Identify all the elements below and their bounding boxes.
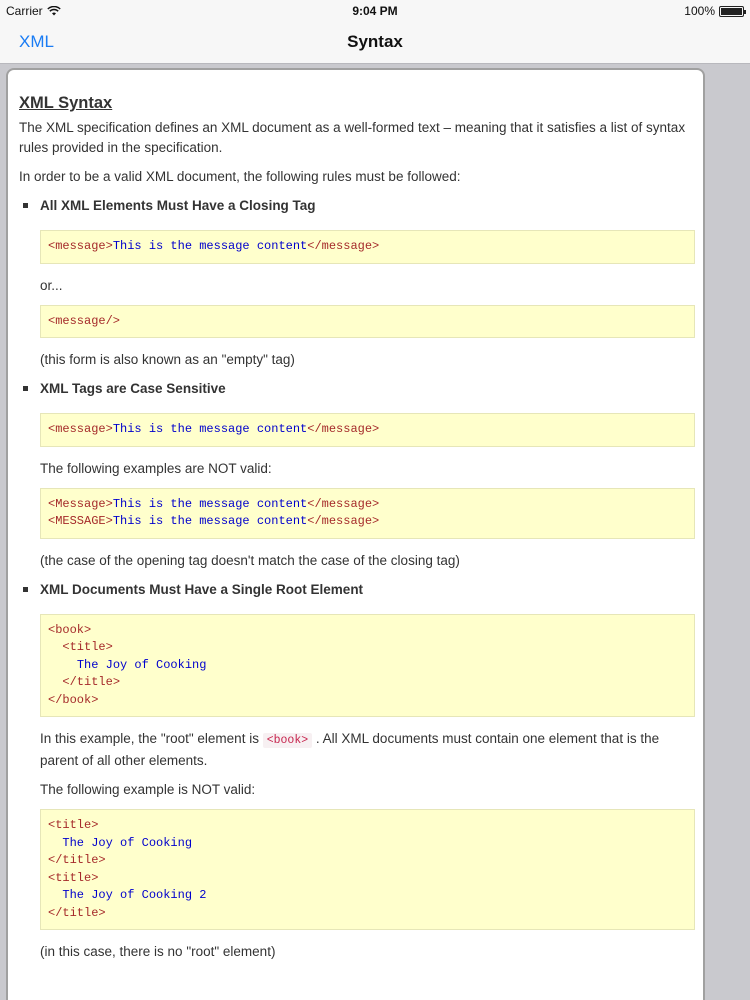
note-text: (the case of the opening tag doesn't match the case of the closing tag)	[40, 552, 460, 568]
code-tag: <message/>	[48, 313, 121, 328]
code-text: The Joy of Cooking 2	[62, 888, 207, 902]
navigation-bar	[0, 22, 750, 64]
status-time: 9:04 PM	[352, 4, 398, 18]
code-tag: <title>	[62, 640, 113, 654]
code-block	[40, 230, 695, 264]
code-text: The Joy of Cooking	[62, 835, 193, 850]
code-tag: </message>	[307, 514, 380, 528]
code-tag: <Message>	[48, 496, 113, 511]
code-tag: </title>	[48, 853, 106, 867]
battery-group	[684, 4, 744, 18]
code-block	[40, 809, 695, 930]
inline-code: <book>	[263, 733, 312, 748]
code-tag: </book>	[48, 692, 99, 707]
code-tag: <MESSAGE>	[48, 514, 113, 528]
rule-single-root: XML Documents Must Have a Single Root Element	[19, 580, 695, 600]
not-valid-text: The following example is NOT valid:	[40, 782, 256, 797]
note-text: (this form is also known as an "empty" tag)	[40, 352, 295, 367]
code-block	[40, 413, 695, 447]
code-block	[40, 614, 695, 718]
code-tag: <message>	[48, 422, 113, 436]
carrier-label: Carrier	[6, 4, 43, 18]
article-content	[19, 92, 695, 971]
code-block	[40, 305, 695, 339]
code-block	[40, 488, 695, 539]
battery-percent: 100%	[684, 4, 715, 18]
root-paragraph	[40, 729, 695, 771]
code-tag: </title>	[48, 905, 106, 920]
code-tag: <book>	[48, 622, 92, 637]
not-valid-text: The following examples are NOT valid:	[40, 460, 272, 476]
or-text: or...	[40, 277, 63, 293]
code-tag: </title>	[62, 675, 121, 689]
code-tag: </message>	[307, 422, 380, 436]
content-card[interactable]	[6, 68, 705, 1000]
code-text: This is the message content	[112, 422, 308, 436]
status-bar	[0, 0, 750, 22]
battery-icon	[719, 6, 744, 17]
intro-paragraph: The XML specification defines an XML document as a well-formed text – meaning that it satisfies a list of syntax rules provided in the specification.	[19, 120, 686, 155]
code-tag: <title>	[48, 818, 99, 832]
code-text: This is the message content	[112, 239, 308, 253]
note-text: (in this case, there is no "root" element)	[40, 944, 276, 959]
code-tag: </message>	[307, 239, 380, 253]
code-text: The Joy of Cooking	[76, 657, 207, 672]
code-tag: <title>	[48, 870, 99, 885]
code-text: This is the message content	[112, 514, 308, 528]
code-text: This is the message content	[112, 496, 308, 511]
root-text-post: . All XML documents must contain one element that is the parent of all other elements.	[40, 731, 660, 768]
article-heading: XML Syntax	[19, 94, 113, 112]
battery-fill	[721, 8, 742, 15]
rule-case-sensitive: XML Tags are Case Sensitive	[19, 379, 695, 399]
rule-closing-tag: All XML Elements Must Have a Closing Tag	[19, 196, 695, 216]
side-gutter	[708, 68, 750, 1000]
page-title: Syntax	[347, 32, 403, 51]
code-tag: <message>	[48, 239, 113, 253]
root-text-pre: In this example, the "root" element is	[40, 731, 259, 746]
back-button[interactable]: XML	[19, 32, 54, 51]
lead-paragraph: In order to be a valid XML document, the following rules must be followed:	[19, 169, 461, 184]
code-tag: </message>	[307, 496, 380, 511]
